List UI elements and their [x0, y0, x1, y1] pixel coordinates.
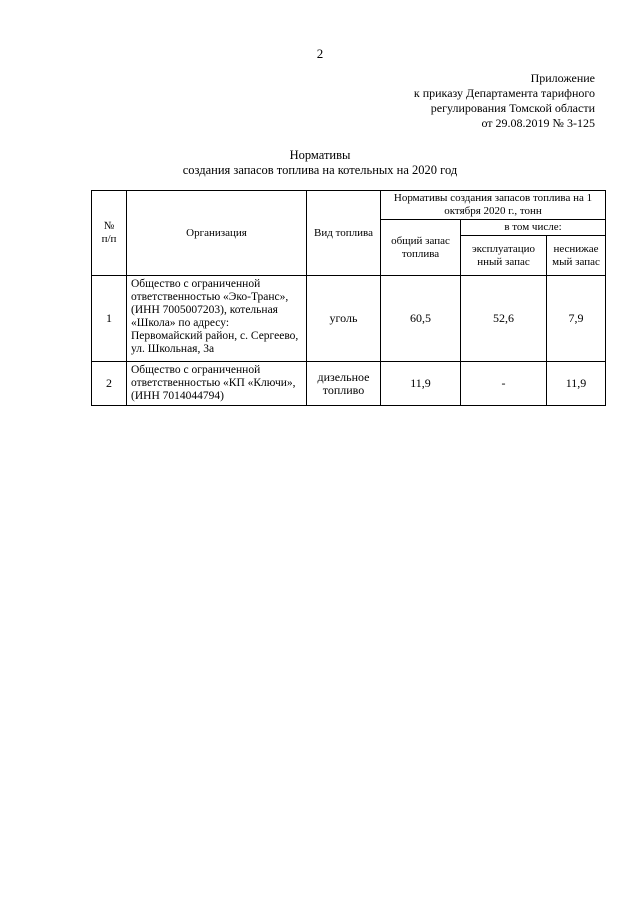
row-irreducible: 7,9 [547, 276, 606, 362]
document-title [0, 148, 640, 178]
row-organization: Общество с ограниченной ответственностью «Эко-Транс», (ИНН 7005007203), котельная «Школа» по адресу: Первомайский район, с. Сергеево, ул. Школьная, 3а [127, 276, 307, 362]
appendix-line-2: к приказу Департамента тарифного [413, 86, 595, 100]
header-num [92, 191, 127, 276]
row-organization: Общество с ограниченной ответственностью «КП «Ключи», (ИНН 7014044794) [127, 362, 307, 406]
header-fuel-type: Вид топлива [307, 191, 381, 276]
header-including: в том числе: [461, 220, 606, 236]
row-total: 60,5 [381, 276, 461, 362]
header-organization: Организация [127, 191, 307, 276]
appendix-header [414, 71, 595, 131]
header-total: общий запас топлива [381, 220, 461, 276]
page-number: 2 [316, 46, 324, 61]
row-irreducible: 11,9 [547, 362, 606, 406]
header-irreducible: неснижае мый запас [547, 236, 606, 276]
row-fuel: дизельное топливо [307, 362, 381, 406]
norms-table [91, 190, 606, 406]
row-total: 11,9 [381, 362, 461, 406]
title-line-1: Нормативы [289, 148, 351, 162]
header-operational: эксплуатацио нный запас [461, 236, 547, 276]
appendix-line-3: регулирования Томской области [430, 101, 595, 115]
table-row [92, 362, 606, 406]
header-num-line-1: № [103, 220, 115, 232]
row-operational: 52,6 [461, 276, 547, 362]
title-line-2: создания запасов топлива на котельных на 2020 год [182, 163, 458, 177]
row-num: 1 [92, 276, 127, 362]
appendix-line-4: от 29.08.2019 № 3-125 [481, 116, 595, 130]
row-operational: - [461, 362, 547, 406]
row-num: 2 [92, 362, 127, 406]
appendix-line-1: Приложение [530, 71, 595, 85]
row-fuel: уголь [307, 276, 381, 362]
table-row [92, 276, 606, 362]
header-norms-group: Нормативы создания запасов топлива на 1 октября 2020 г., тонн [381, 191, 606, 220]
header-num-line-2: п/п [101, 233, 117, 245]
